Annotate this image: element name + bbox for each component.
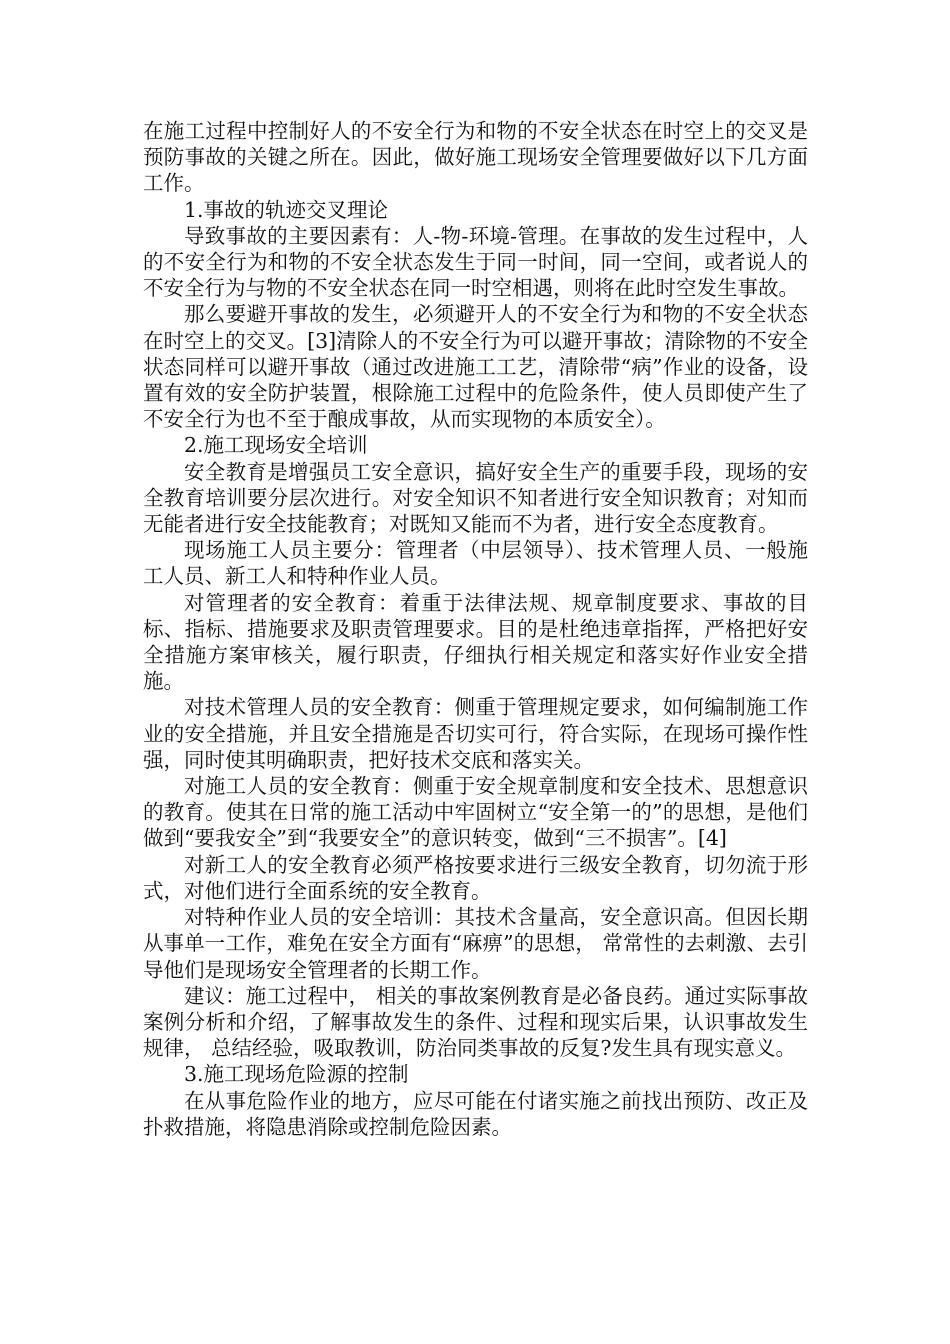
paragraph-manager-education: 对管理者的安全教育：着重于法律法规、规章制度要求、事故的目标、指标、措施要求及职责管理要求。目的是杜绝违章指挥，严格把好安全措施方案审核关，履行职责，仔细执行相关规定和落实好作业安全措施。 bbox=[143, 590, 808, 694]
heading-hazard-control: 3.施工现场危险源的控制 bbox=[184, 1062, 409, 1087]
paragraph-new-worker-education: 对新工人的安全教育必须严格按要求进行三级安全教育，切勿流于形式，对他们进行全面系统的安全教育。 bbox=[143, 852, 808, 903]
paragraph-special-worker-training: 对特种作业人员的安全培训：其技术含量高，安全意识高。但因长期从事单一工作，难免在安全方面有“麻痹”的思想， 常常性的去刺激、去引导他们是现场安全管理者的长期工作。 bbox=[143, 905, 808, 982]
paragraph-accident-factors: 导致事故的主要因素有：人-物-环境-管理。在事故的发生过程中，人的不安全行为和物的不安全状态发生于同一时间，同一空间，或者说人的不安全行为与物的不安全状态在同一时空相遇，则将在此时空发生事故。 bbox=[143, 223, 808, 301]
paragraph-technical-staff-education: 对技术管理人员的安全教育：侧重于管理规定要求，如何编制施工作业的安全措施，并且安全措施是否切实可行，符合实际，在现场可操作性强，同时使其明确职责，把好技术交底和落实关。 bbox=[143, 695, 808, 772]
paragraph-worker-education: 对施工人员的安全教育：侧重于安全规章制度和安全技术、思想意识的教育。使其在日常的施工活动中牢固树立“安全第一的”的思想，是他们做到“要我安全”到“我要安全”的意识转变，做到“三不损害”。[4] bbox=[143, 774, 808, 851]
heading-safety-training: 2.施工现场安全培训 bbox=[184, 433, 368, 458]
paragraph-avoid-accidents: 那么要避开事故的发生，必须避开人的不安全行为和物的不安全状态在时空上的交叉。[3]清除人的不安全行为可以避开事故；清除物的不安全状态同样可以避开事故（通过改进施工工艺，清除带“病”作业的设备，设置有效的安全防护装置，根除施工过程中的危险条件，使人员即使产生了不安全行为也不至于酿成事故，从而实现物的本质安全）。 bbox=[143, 302, 808, 432]
paragraph-suggestion: 建议：施工过程中， 相关的事故案例教育是必备良药。通过实际事故案例分析和介绍，了解事故发生的条件、过程和现实后果，认识事故发生规律， 总结经验，吸取教训，防治同类事故的反复?发生具有现实意义。 bbox=[143, 983, 808, 1061]
paragraph-intro: 在施工过程中控制好人的不安全行为和物的不安全状态在时空上的交叉是预防事故的关键之所在。因此，做好施工现场安全管理要做好以下几方面工作。 bbox=[143, 119, 808, 196]
document-body bbox=[143, 118, 808, 1140]
paragraph-personnel-categories: 现场施工人员主要分：管理者（中层领导）、技术管理人员、一般施工人员、新工人和特种作业人员。 bbox=[143, 538, 808, 589]
heading-accident-trajectory-theory: 1.事故的轨迹交叉理论 bbox=[184, 197, 389, 222]
paragraph-hazard-measures: 在从事危险作业的地方，应尽可能在付诸实施之前找出预防、改正及扑救措施，将隐患消除或控制危险因素。 bbox=[143, 1088, 808, 1139]
paragraph-safety-education: 安全教育是增强员工安全意识，搞好安全生产的重要手段，现场的安全教育培训要分层次进行。对安全知识不知者进行安全知识教育；对知而无能者进行安全技能教育；对既知又能而不为者，进行安全态度教育。 bbox=[143, 459, 808, 537]
